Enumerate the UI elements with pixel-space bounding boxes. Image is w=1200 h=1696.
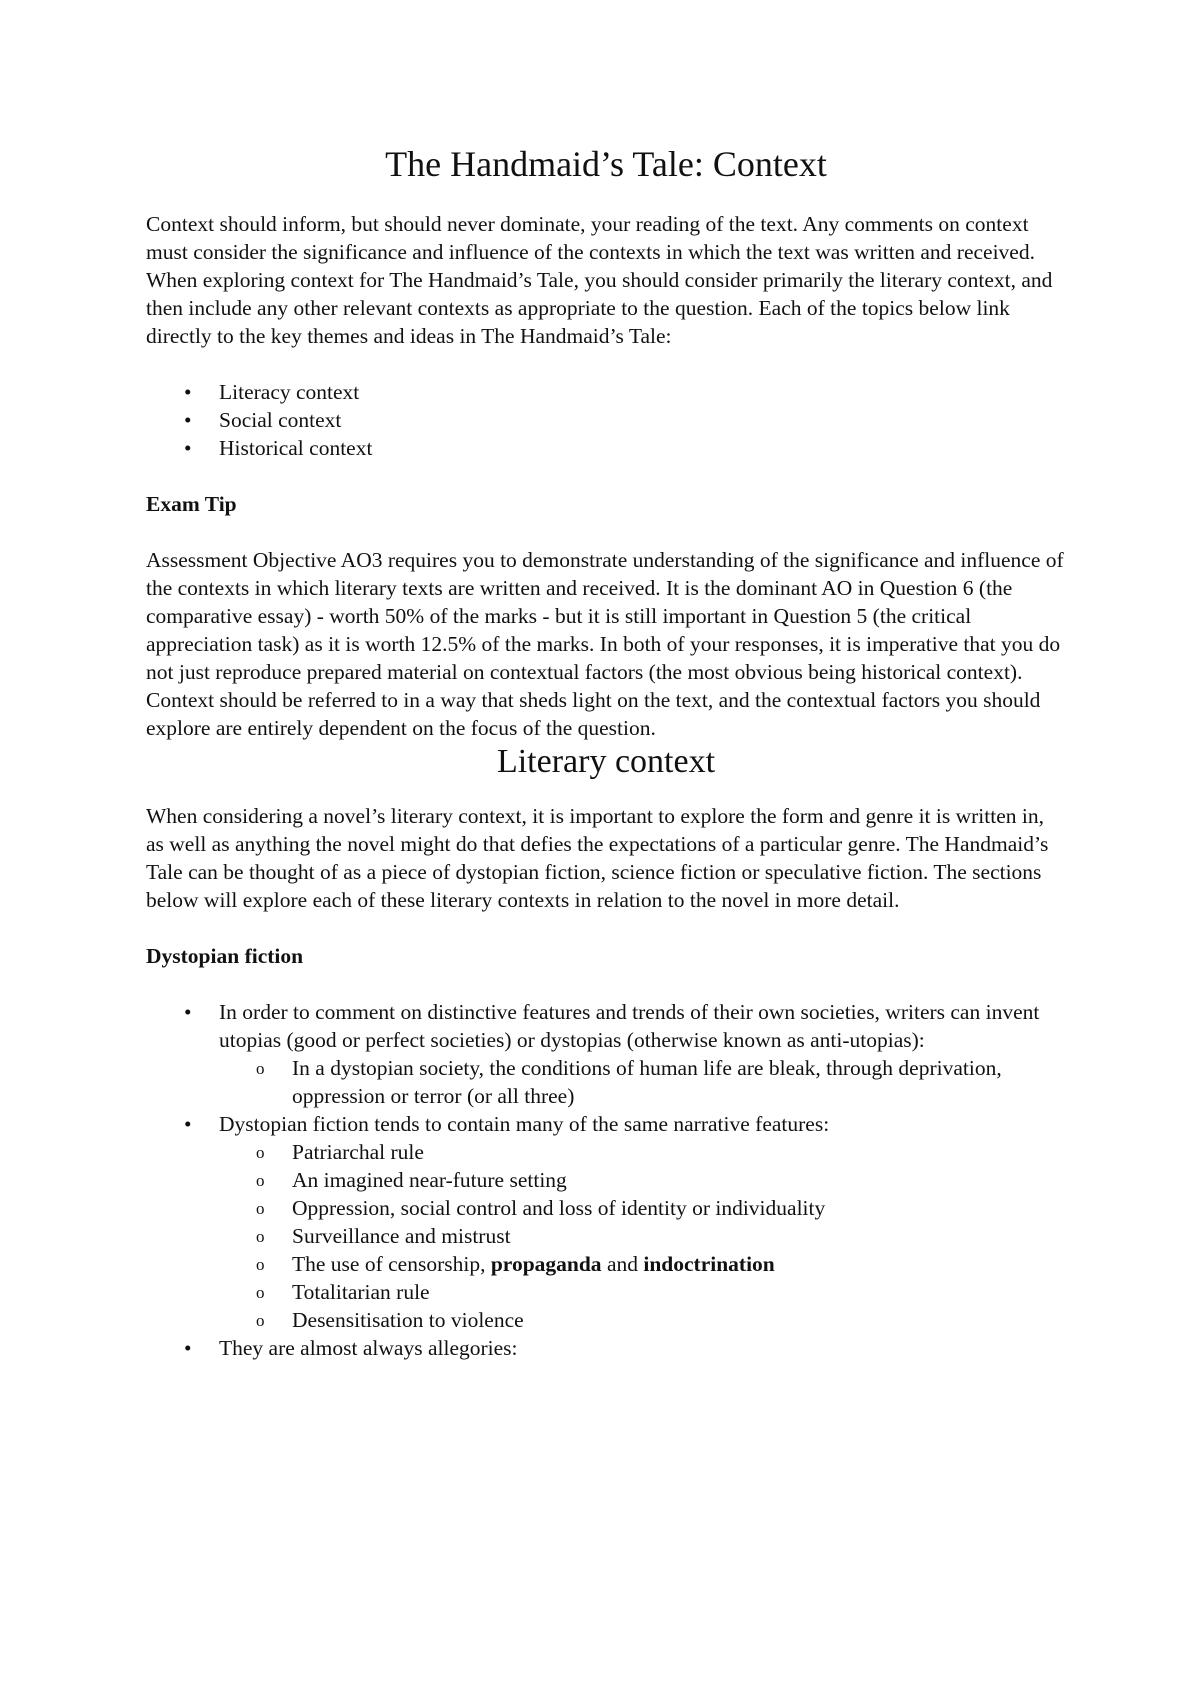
dystopian-features-list: [219, 1138, 1066, 1334]
document-body: [146, 142, 1066, 1390]
list-item: • They are almost always allegories:: [146, 1334, 1066, 1362]
dystopian-fiction-heading: Dystopian fiction: [146, 944, 304, 968]
literary-context-heading: Literary context: [496, 743, 716, 780]
list-item: o Desensitisation to violence: [219, 1306, 1066, 1334]
list-item: [146, 1110, 1066, 1334]
propaganda-term: propaganda: [490, 1252, 602, 1276]
list-item: o An imagined near-future setting: [219, 1166, 1066, 1194]
list-item: o Patriarchal rule: [219, 1138, 1066, 1166]
exam-tip-paragraph: Assessment Objective AO3 requires you to demonstrate understanding of the significance and influence of the contexts in which literary texts are written and received. It is the dominant AO in Question 6 (the comparative essay) - worth 50% of the marks - but it is still important in Question 5 (the critical appreciation task) as it is worth 12.5% of the marks. In both of your responses, it is imperative that you do not just reproduce prepared material on contextual factors (the most obvious being historical context). Context should be referred to in a way that sheds light on the text, and the contextual factors you should explore are entirely dependent on the focus of the question.: [146, 548, 1064, 740]
list-item: [219, 1250, 1066, 1278]
dystopian-list: [146, 998, 1066, 1362]
list-item: o Totalitarian rule: [219, 1278, 1066, 1306]
page-title: The Handmaid’s Tale: Context: [385, 144, 827, 184]
list-item: [146, 998, 1066, 1110]
censorship-prefix: The use of censorship,: [292, 1252, 491, 1276]
list-item: o Surveillance and mistrust: [219, 1222, 1066, 1250]
dystopian-point-1: In order to comment on distinctive features and trends of their own societies, writers can invent utopias (good or perfect societies) or dystopias (otherwise known as anti-utopias):: [219, 1000, 1040, 1052]
list-item: o Oppression, social control and loss of identity or individuality: [219, 1194, 1066, 1222]
censorship-middle: and: [601, 1252, 644, 1276]
literary-context-paragraph: When considering a novel’s literary context, it is important to explore the form and genre it is written in, as well as anything the novel might do that defies the expectations of a particular genre. The Handmaid’s Tale can be thought of as a piece of dystopian fiction, science fiction or speculative fiction. The sections below will explore each of these literary contexts in relation to the novel in more detail.: [146, 804, 1049, 912]
dystopian-sublist-1: [219, 1054, 1066, 1110]
exam-tip-heading: Exam Tip: [146, 492, 237, 516]
dystopian-point-2: Dystopian fiction tends to contain many of the same narrative features:: [219, 1112, 830, 1136]
indoctrination-term: indoctrination: [643, 1252, 775, 1276]
list-item: • Historical context: [146, 434, 1066, 462]
list-item: o In a dystopian society, the conditions of human life are bleak, through deprivation, oppression or terror (or all three): [219, 1054, 1066, 1110]
context-list: [146, 378, 1066, 462]
intro-paragraph: Context should inform, but should never dominate, your reading of the text. Any comments on context must consider the significance and influence of the contexts in which the text was written and received. When exploring context for The Handmaid’s Tale, you should consider primarily the literary context, and then include any other relevant contexts as appropriate to the question. Each of the topics below link directly to the key themes and ideas in The Handmaid’s Tale:: [146, 212, 1053, 348]
list-item: • Social context: [146, 406, 1066, 434]
list-item: • Literacy context: [146, 378, 1066, 406]
